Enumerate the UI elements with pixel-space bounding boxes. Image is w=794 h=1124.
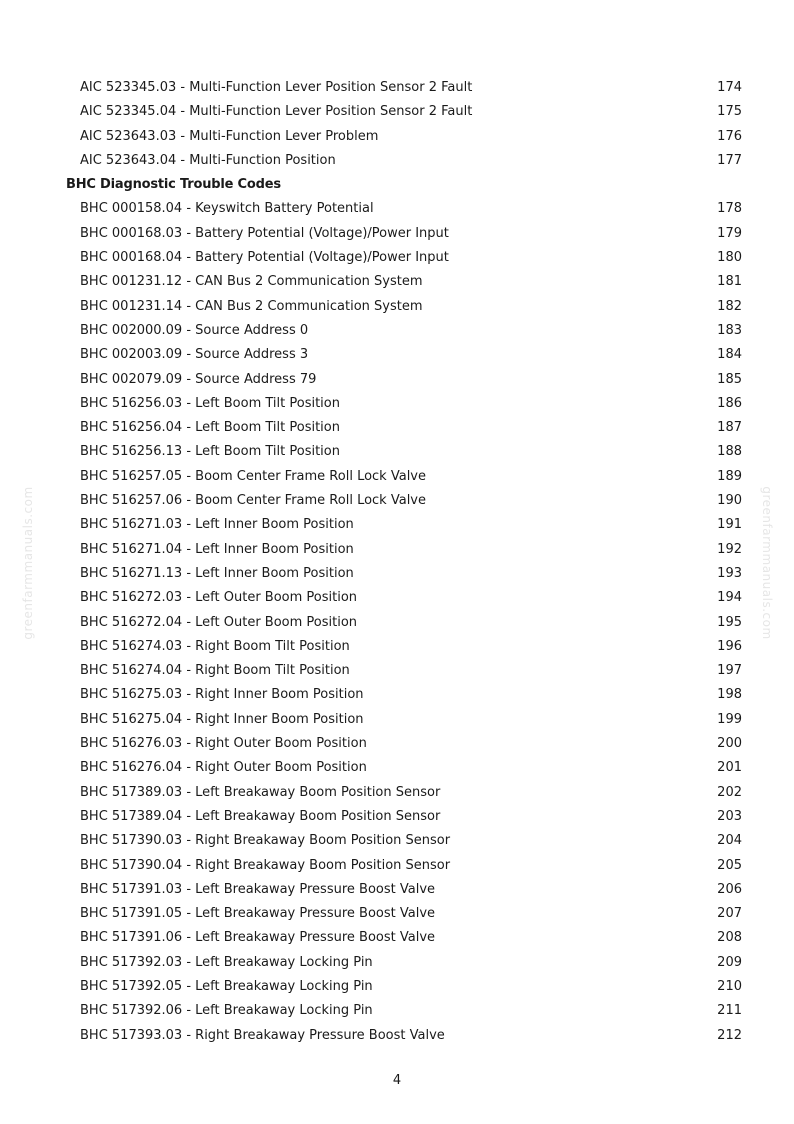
toc-entry-title: BHC 517392.06 - Left Breakaway Locking Pin [80,1003,373,1019]
toc-entry-title: BHC 516256.03 - Left Boom Tilt Position [80,395,340,411]
toc-entry[interactable] [66,222,742,246]
toc-entry[interactable] [66,489,742,513]
toc-entry-title: BHC 517391.03 - Left Breakaway Pressure Boost Valve [80,881,436,897]
toc-entry-title: BHC 516274.04 - Right Boom Tilt Position [80,663,350,679]
toc-entry[interactable] [66,999,742,1023]
toc-entry-page: 191 [717,517,742,533]
toc-entry[interactable] [66,368,742,392]
toc-entry-page: 209 [717,954,742,970]
toc-entry-page: 206 [717,881,742,897]
toc-entry[interactable] [66,683,742,707]
watermark-right: greenfarmmanuals.com [760,486,774,640]
toc-entry-page: 176 [717,128,742,144]
toc-entry-page: 175 [717,104,742,120]
toc-entry[interactable] [66,951,742,975]
toc-section-heading[interactable] [66,173,742,197]
toc-entry-page: 188 [717,444,742,460]
toc-entry[interactable] [66,465,742,489]
toc-entry-title: BHC 002003.09 - Source Address 3 [80,347,309,363]
toc-entry[interactable] [66,756,742,780]
toc-entry-title: AIC 523345.03 - Multi-Function Lever Position Sensor 2 Fault [80,80,473,95]
toc-entry-title: BHC 002000.09 - Source Address 0 [80,322,309,338]
toc-entry-title: BHC 517391.05 - Left Breakaway Pressure Boost Valve [80,906,436,922]
toc-entry-title: BHC 000168.04 - Battery Potential (Voltage)/Power Input [80,250,449,266]
toc-entry-title: BHC 516257.05 - Boom Center Frame Roll Lock Valve [80,468,426,484]
toc-entry-page: 204 [717,833,742,849]
toc-entry-page: 174 [717,80,742,95]
toc-entry-title: BHC Diagnostic Trouble Codes [66,177,281,193]
toc-entry[interactable] [66,562,742,586]
toc-entry-page: 205 [717,857,742,873]
toc-entry-page: 190 [717,493,742,509]
toc-entry[interactable] [66,440,742,464]
toc-entry-page: 187 [717,420,742,436]
toc-entry[interactable] [66,805,742,829]
toc-entry-title: AIC 523345.04 - Multi-Function Lever Position Sensor 2 Fault [80,104,473,120]
toc-entry-title: BHC 002079.09 - Source Address 79 [80,371,317,387]
toc-entry[interactable] [66,659,742,683]
toc-entry-page: 181 [717,274,742,290]
toc-entry-page: 186 [717,395,742,411]
toc-entry-title: BHC 516276.03 - Right Outer Boom Position [80,736,367,752]
toc-entry[interactable] [66,878,742,902]
toc-entry-title: BHC 516276.04 - Right Outer Boom Position [80,760,367,776]
toc-entry-page: 212 [717,1027,742,1043]
toc-entry-title: BHC 517390.03 - Right Breakaway Boom Position Sensor [80,833,451,849]
toc-entry-page: 202 [717,784,742,800]
toc-entry[interactable] [66,538,742,562]
toc-entry-title: BHC 517391.06 - Left Breakaway Pressure Boost Valve [80,930,436,946]
toc-entry[interactable] [66,611,742,635]
table-of-contents [66,76,742,1048]
toc-entry-title: BHC 516275.03 - Right Inner Boom Position [80,687,364,703]
toc-entry-page: 207 [717,906,742,922]
toc-entry-title: BHC 516275.04 - Right Inner Boom Position [80,711,364,727]
toc-entry[interactable] [66,416,742,440]
toc-entry[interactable] [66,392,742,416]
toc-entry-page: 192 [717,541,742,557]
toc-entry[interactable] [66,902,742,926]
toc-entry-title: BHC 000158.04 - Keyswitch Battery Potential [80,201,374,217]
toc-entry-page: 199 [717,711,742,727]
toc-entry[interactable] [66,246,742,270]
toc-entry-page: 180 [717,250,742,266]
toc-entry-title: BHC 516272.03 - Left Outer Boom Position [80,590,358,606]
toc-entry-page: 196 [717,638,742,654]
toc-entry-page: 193 [717,565,742,581]
toc-entry-title: BHC 517390.04 - Right Breakaway Boom Position Sensor [80,857,451,873]
toc-entry-page: 179 [717,225,742,241]
toc-entry-title: BHC 517389.03 - Left Breakaway Boom Position Sensor [80,784,441,800]
toc-entry-title: BHC 516256.04 - Left Boom Tilt Position [80,420,340,436]
toc-entry[interactable] [66,343,742,367]
toc-entry-page: 182 [717,298,742,314]
page-number: 4 [392,1073,402,1088]
toc-entry[interactable] [66,732,742,756]
toc-entry-title: BHC 516271.03 - Left Inner Boom Position [80,517,354,533]
toc-entry-page: 201 [717,760,742,776]
toc-entry-title: BHC 001231.14 - CAN Bus 2 Communication System [80,298,423,314]
toc-entry[interactable] [66,586,742,610]
toc-entry[interactable] [66,125,742,149]
toc-entry-page: 210 [717,978,742,994]
toc-entry-page: 197 [717,663,742,679]
toc-entry-page: 198 [717,687,742,703]
toc-entry[interactable] [66,781,742,805]
toc-entry-title: BHC 517392.05 - Left Breakaway Locking Pin [80,978,373,994]
toc-entry-title: AIC 523643.03 - Multi-Function Lever Problem [80,128,379,144]
toc-entry[interactable] [66,635,742,659]
toc-entry-page: 189 [717,468,742,484]
toc-entry-title: BHC 516271.13 - Left Inner Boom Position [80,565,354,581]
toc-entry[interactable] [66,295,742,319]
toc-entry[interactable] [66,513,742,537]
toc-entry-title: BHC 001231.12 - CAN Bus 2 Communication System [80,274,423,290]
toc-entry[interactable] [66,975,742,999]
toc-entry-page: 185 [717,371,742,387]
toc-entry[interactable] [66,1024,742,1048]
toc-entry-title: BHC 517389.04 - Left Breakaway Boom Position Sensor [80,808,441,824]
toc-entry-page: 183 [717,322,742,338]
toc-entry[interactable] [66,76,742,100]
toc-entry-title: BHC 517393.03 - Right Breakaway Pressure Boost Valve [80,1027,445,1043]
toc-entry[interactable] [66,197,742,221]
toc-entry[interactable] [66,270,742,294]
toc-entry-page: 184 [717,347,742,363]
toc-entry-title: BHC 516256.13 - Left Boom Tilt Position [80,444,340,460]
toc-entry-page: 177 [717,152,742,168]
toc-entry-page: 208 [717,930,742,946]
toc-entry-title: BHC 516274.03 - Right Boom Tilt Position [80,638,350,654]
toc-entry[interactable] [66,854,742,878]
toc-entry-title: BHC 000168.03 - Battery Potential (Voltage)/Power Input [80,225,449,241]
toc-entry-page: 194 [717,590,742,606]
toc-entry[interactable] [66,100,742,124]
toc-entry-page: 203 [717,808,742,824]
toc-entry[interactable] [66,829,742,853]
toc-entry-title: BHC 517392.03 - Left Breakaway Locking Pin [80,954,373,970]
toc-entry-title: BHC 516272.04 - Left Outer Boom Position [80,614,358,630]
toc-entry-page: 178 [717,201,742,217]
toc-entry[interactable] [66,149,742,173]
toc-entry[interactable] [66,319,742,343]
toc-entry-page: 200 [717,736,742,752]
toc-entry-title: BHC 516271.04 - Left Inner Boom Position [80,541,354,557]
watermark-left: greenfarmmanuals.com [21,486,35,640]
toc-entry-title: AIC 523643.04 - Multi-Function Position [80,152,336,168]
toc-entry-page: 211 [717,1003,742,1019]
toc-entry-page: 195 [717,614,742,630]
toc-entry[interactable] [66,926,742,950]
toc-entry-title: BHC 516257.06 - Boom Center Frame Roll Lock Valve [80,493,426,509]
toc-entry[interactable] [66,708,742,732]
